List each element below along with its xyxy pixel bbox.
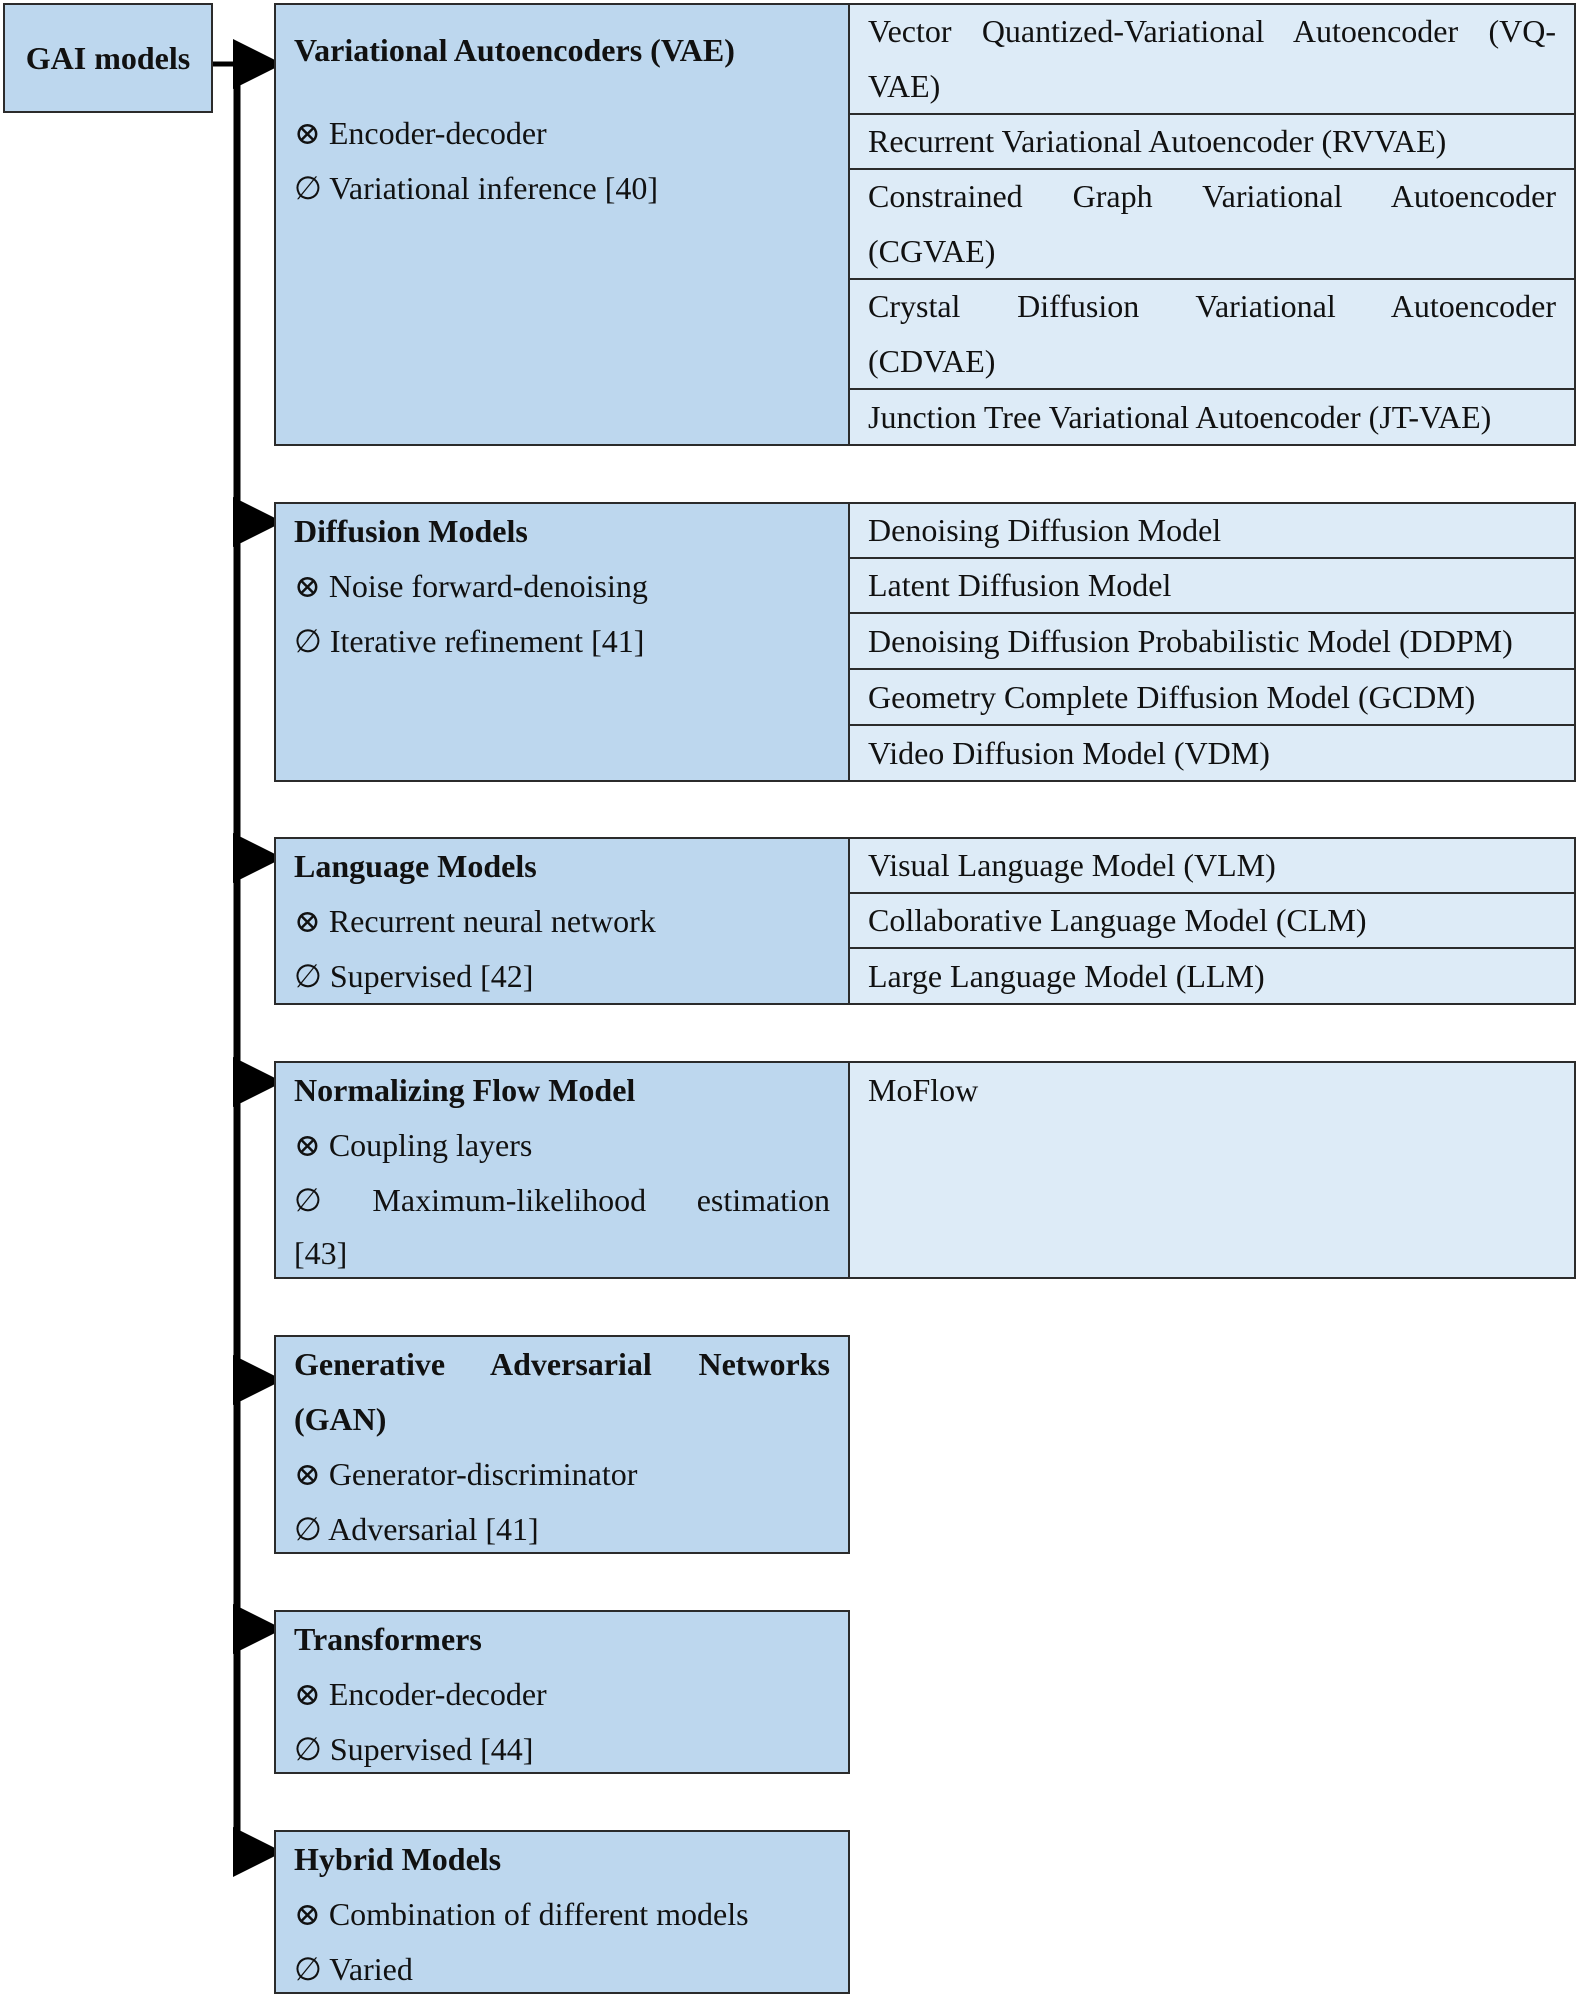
model-llm [848, 947, 1576, 1005]
model-name-line: Large Language Model (LLM) [868, 957, 1265, 994]
category-vae [274, 3, 850, 446]
model-vlm [848, 837, 1576, 894]
category-title: Hybrid Models [294, 1841, 502, 1877]
category-architecture: ⊗ Generator-discriminator [294, 1456, 638, 1492]
model-name-line: Recurrent Variational Autoencoder (RVVAE) [868, 123, 1447, 159]
model-cgvae [848, 168, 1576, 280]
model-name-line: Constrained Graph Variational Autoencoder [868, 178, 1556, 214]
category-title: Language Models [294, 848, 537, 884]
model-name-line: Junction Tree Variational Autoencoder (JT-VAE) [868, 398, 1492, 435]
category-title: Variational Autoencoders (VAE) [294, 32, 735, 68]
model-gcdm [848, 668, 1576, 726]
model-vdm [848, 724, 1576, 782]
model-name-line: Crystal Diffusion Variational Autoencoder [868, 288, 1556, 324]
category-architecture: ⊗ Combination of different models [294, 1896, 749, 1932]
model-denoising-diffusion [848, 502, 1576, 559]
category-architecture: ⊗ Noise forward-denoising [294, 568, 648, 604]
category-title-cont: (GAN) [294, 1401, 387, 1437]
category-learning: ∅ Iterative refinement [41] [294, 623, 645, 659]
model-clm [848, 892, 1576, 949]
category-architecture: ⊗ Encoder-decoder [294, 1676, 547, 1712]
model-name-line: MoFlow [868, 1072, 979, 1108]
category-learning: ∅ Maximum-likelihood estimation [294, 1182, 830, 1218]
model-jt-vae [848, 388, 1576, 446]
category-learning: ∅ Varied [294, 1951, 413, 1987]
category-diffusion [274, 502, 850, 782]
category-learning: ∅ Supervised [44] [294, 1731, 534, 1767]
model-latent-diffusion [848, 557, 1576, 614]
model-moflow [848, 1061, 1576, 1279]
model-vq-vae [848, 3, 1576, 115]
model-name-line: Video Diffusion Model (VDM) [868, 734, 1270, 771]
model-ddpm [848, 612, 1576, 670]
category-hybrid [274, 1830, 850, 1994]
category-transformers [274, 1610, 850, 1774]
category-learning: ∅ Supervised [42] [294, 958, 534, 994]
category-gan [274, 1335, 850, 1554]
model-name-line: Collaborative Language Model (CLM) [868, 902, 1367, 938]
category-architecture: ⊗ Encoder-decoder [294, 115, 547, 151]
model-name-line: Visual Language Model (VLM) [868, 847, 1276, 883]
model-name-line: (CDVAE) [868, 343, 996, 379]
model-name-line: VAE) [868, 68, 941, 104]
category-title: Diffusion Models [294, 513, 528, 549]
model-rvvae [848, 113, 1576, 170]
model-cdvae [848, 278, 1576, 390]
category-normalizing-flow [274, 1061, 850, 1279]
category-title: Generative Adversarial Networks [294, 1346, 830, 1382]
category-language [274, 837, 850, 1005]
root-node [3, 3, 213, 113]
category-architecture: ⊗ Recurrent neural network [294, 903, 656, 939]
model-name-line: (CGVAE) [868, 233, 996, 269]
category-architecture: ⊗ Coupling layers [294, 1127, 533, 1163]
model-name-line: Geometry Complete Diffusion Model (GCDM) [868, 678, 1476, 715]
model-name-line: Vector Quantized-Variational Autoencoder (VQ- [868, 13, 1556, 49]
category-title: Transformers [294, 1621, 482, 1657]
model-name-line: Denoising Diffusion Probabilistic Model (DDPM) [868, 622, 1513, 659]
root-label: GAI models [25, 39, 191, 76]
model-name-line: Denoising Diffusion Model [868, 512, 1222, 548]
category-learning-cont: [43] [294, 1235, 348, 1271]
category-title: Normalizing Flow Model [294, 1072, 636, 1108]
category-learning: ∅ Adversarial [41] [294, 1511, 539, 1547]
category-learning: ∅ Variational inference [40] [294, 170, 659, 206]
model-name-line: Latent Diffusion Model [868, 567, 1172, 603]
